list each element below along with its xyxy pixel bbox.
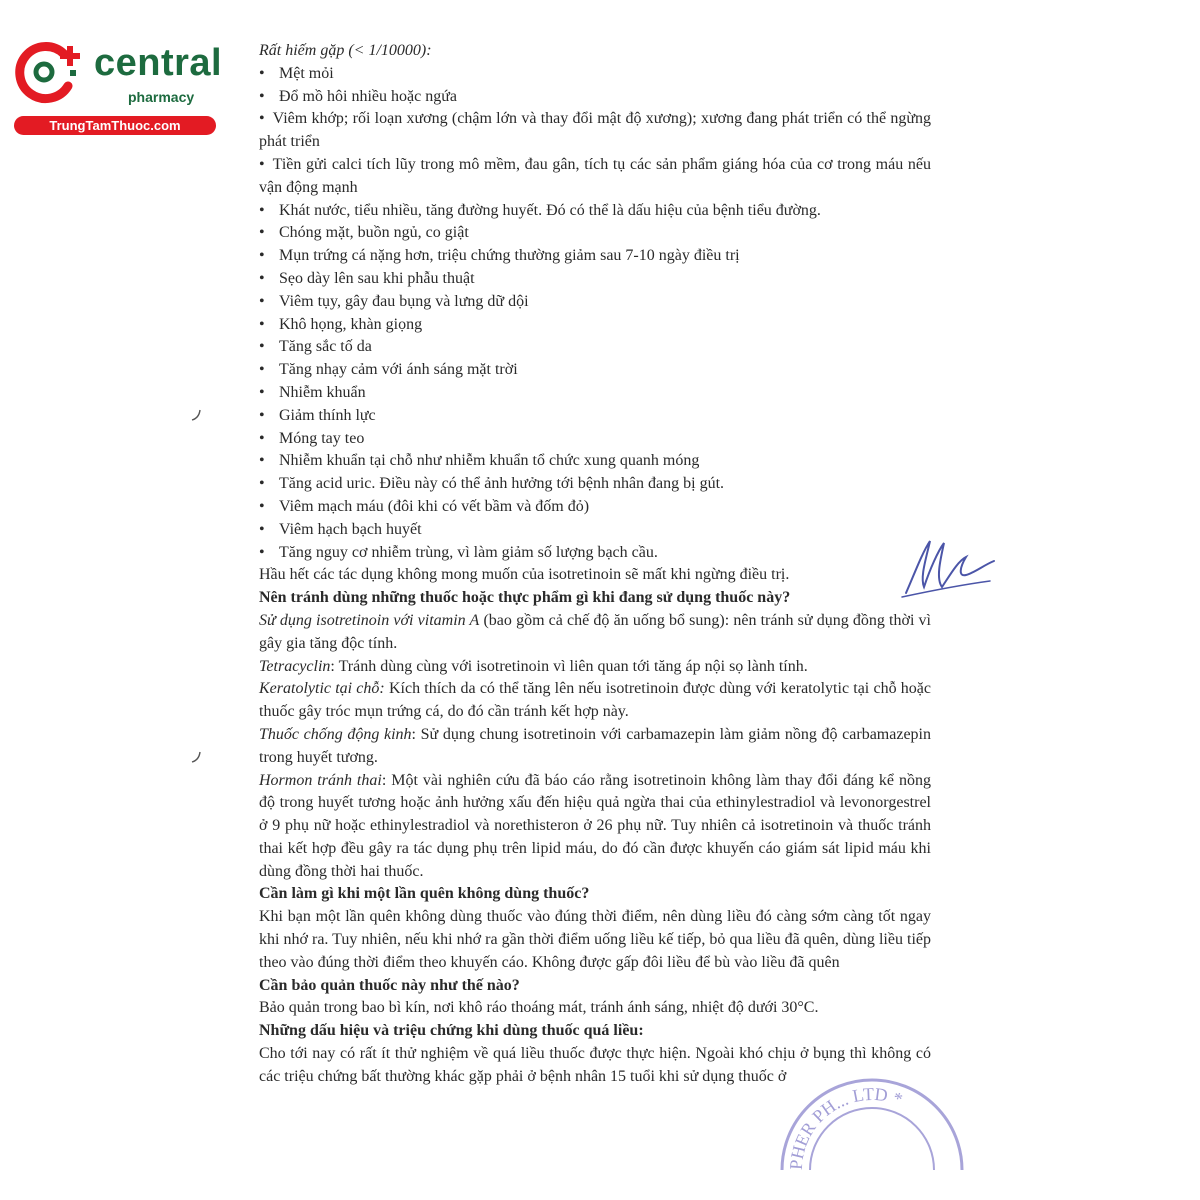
- list-item: • Giảm thính lực: [259, 405, 931, 428]
- list-item: • Tăng nguy cơ nhiễm trùng, vì làm giảm số lượng bạch cầu.: [259, 542, 931, 565]
- list-item: • Tiền gửi calci tích lũy trong mô mềm, đau gân, tích tụ các sản phẩm giáng hóa của cơ trong máu nếu vận động mạnh: [259, 154, 931, 200]
- list-item: • Đổ mồ hôi nhiều hoặc ngứa: [259, 86, 931, 109]
- brand-url[interactable]: TrungTamThuoc.com: [14, 116, 216, 135]
- most-effects-disappear-text: Hầu hết các tác dụng không mong muốn của isotretinoin sẽ mất khi ngừng điều trị.: [259, 566, 790, 584]
- interaction-paragraph: [259, 610, 931, 656]
- very-rare-list: [259, 63, 931, 565]
- interaction-text: : Một vài nghiên cứu đã báo cáo rằng isotretinoin không làm thay đổi đáng kể nồng độ trong huyết tương hoặc ảnh hưởng xấu đến hiệu quả ngừa thai của ethinylestradiol và levonorgestrel ở 9 phụ nữ hoặc ethinylestradiol và norethisteron ở 26 phụ nữ. Tuy nhiên cả isotretinoin và thuốc tránh thai kết hợp đều gây ra tác dụng phụ trên lipid máu, do đó cần được khuyến cáo giám sát lipid máu khi dùng đồng thời hai thuốc.: [259, 771, 931, 880]
- brand-logo: [8, 36, 223, 136]
- interaction-text: Kích thích da có thể tăng lên nếu isotretinoin được dùng với keratolytic tại chỗ hoặc thuốc gây tróc mụn trứng cá, do đó cần tránh kết hợp này.: [259, 680, 931, 721]
- interaction-term: Hormon tránh thai: [259, 771, 382, 789]
- list-item: • Móng tay teo: [259, 428, 931, 451]
- interaction-term: Thuốc chống động kinh: [259, 725, 412, 743]
- list-item: • Viêm khớp; rối loạn xương (chậm lớn và thay đổi mật độ xương); xương đang phát triển có thể ngừng phát triển: [259, 108, 931, 154]
- central-pharmacy-logo-icon: [14, 40, 84, 104]
- list-item: • Tăng nhạy cảm với ánh sáng mặt trời: [259, 359, 931, 382]
- list-item: • Mụn trứng cá nặng hơn, triệu chứng thường giảm sau 7-10 ngày điều trị: [259, 245, 931, 268]
- svg-text:PHER PH... LTD *: [786, 1084, 905, 1170]
- brand-subtitle: pharmacy: [128, 89, 195, 105]
- interaction-paragraph: [259, 678, 931, 724]
- overdose-text: Cho tới nay có rất ít thử nghiệm về quá liều thuốc được thực hiện. Ngoài khó chịu ở bụng thì không có các triệu chứng bất thường khác gặp phải ở bệnh nhân 15 tuổi khi sử dụng thuốc ở: [259, 1045, 931, 1085]
- list-item: • Khô họng, khàn giọng: [259, 314, 931, 337]
- list-item: • Tăng acid uric. Điều này có thể ảnh hưởng tới bệnh nhân đang bị gút.: [259, 473, 931, 496]
- interaction-text: : Sử dụng chung isotretinoin với carbamazepin làm giảm nồng độ carbamazepin trong huyết tương.: [259, 725, 932, 766]
- missed-dose-heading: Cần làm gì khi một lần quên không dùng thuốc?: [259, 885, 590, 903]
- list-item: • Mệt mỏi: [259, 63, 931, 86]
- list-item: • Viêm hạch bạch huyết: [259, 519, 931, 542]
- very-rare-heading: Rất hiếm gặp (< 1/10000):: [259, 42, 432, 59]
- list-item: • Khát nước, tiểu nhiều, tăng đường huyết. Đó có thể là dấu hiệu của bệnh tiểu đường.: [259, 200, 931, 223]
- stamp-text: PHER PH... LTD *: [785, 1083, 906, 1170]
- overdose-heading: Những dấu hiệu và triệu chứng khi dùng thuốc quá liều:: [259, 1022, 644, 1040]
- list-item: • Nhiễm khuẩn: [259, 382, 931, 405]
- interaction-paragraph: [259, 724, 931, 770]
- interaction-term: Tetracyclin: [259, 657, 331, 675]
- margin-mark-icon: [190, 408, 204, 422]
- list-item: • Viêm tụy, gây đau bụng và lưng dữ dội: [259, 291, 931, 314]
- storage-heading: Cần bảo quản thuốc này như thế nào?: [259, 976, 520, 994]
- brand-name: central: [94, 42, 223, 84]
- storage-text: Bảo quản trong bao bì kín, nơi khô ráo thoáng mát, tránh ánh sáng, nhiệt độ dưới 30°C.: [259, 999, 819, 1017]
- company-stamp-icon: [772, 1050, 972, 1170]
- interaction-text: (bao gồm cả chế độ ăn uống bổ sung): nên tránh sử dụng đồng thời vì gây gia tăng độc tính.: [259, 611, 931, 652]
- document-body: [259, 40, 931, 1089]
- margin-mark-icon: [190, 750, 204, 764]
- signature-icon: [900, 535, 998, 599]
- missed-dose-text: Khi bạn một lần quên không dùng thuốc vào đúng thời điểm, nên dùng liều đó càng sớm càng tốt ngay khi nhớ ra. Tuy nhiên, nếu khi nhớ ra gần thời điểm uống liều kế tiếp, bỏ qua liều đã quên, dùng liều tiếp theo vào đúng thời điểm theo khuyến cáo. Không được gấp đôi liều để bù vào liều đã quên: [259, 908, 931, 971]
- list-item: • Nhiễm khuẩn tại chỗ như nhiễm khuẩn tổ chức xung quanh móng: [259, 450, 931, 473]
- avoid-section-heading: Nên tránh dùng những thuốc hoặc thực phẩm gì khi đang sử dụng thuốc này?: [259, 589, 791, 607]
- list-item: • Tăng sắc tố da: [259, 336, 931, 359]
- interaction-paragraph: [259, 656, 931, 679]
- interaction-text: : Tránh dùng cùng với isotretinoin vì liên quan tới tăng áp nội sọ lành tính.: [330, 657, 808, 675]
- list-item: • Viêm mạch máu (đôi khi có vết bầm và đốm đỏ): [259, 496, 931, 519]
- interaction-term: Sử dụng isotretinoin với vitamin A: [259, 611, 480, 629]
- list-item: • Chóng mặt, buồn ngủ, co giật: [259, 222, 931, 245]
- interaction-term: Keratolytic tại chỗ:: [259, 680, 385, 698]
- list-item: • Sẹo dày lên sau khi phẫu thuật: [259, 268, 931, 291]
- interaction-paragraph: [259, 770, 931, 884]
